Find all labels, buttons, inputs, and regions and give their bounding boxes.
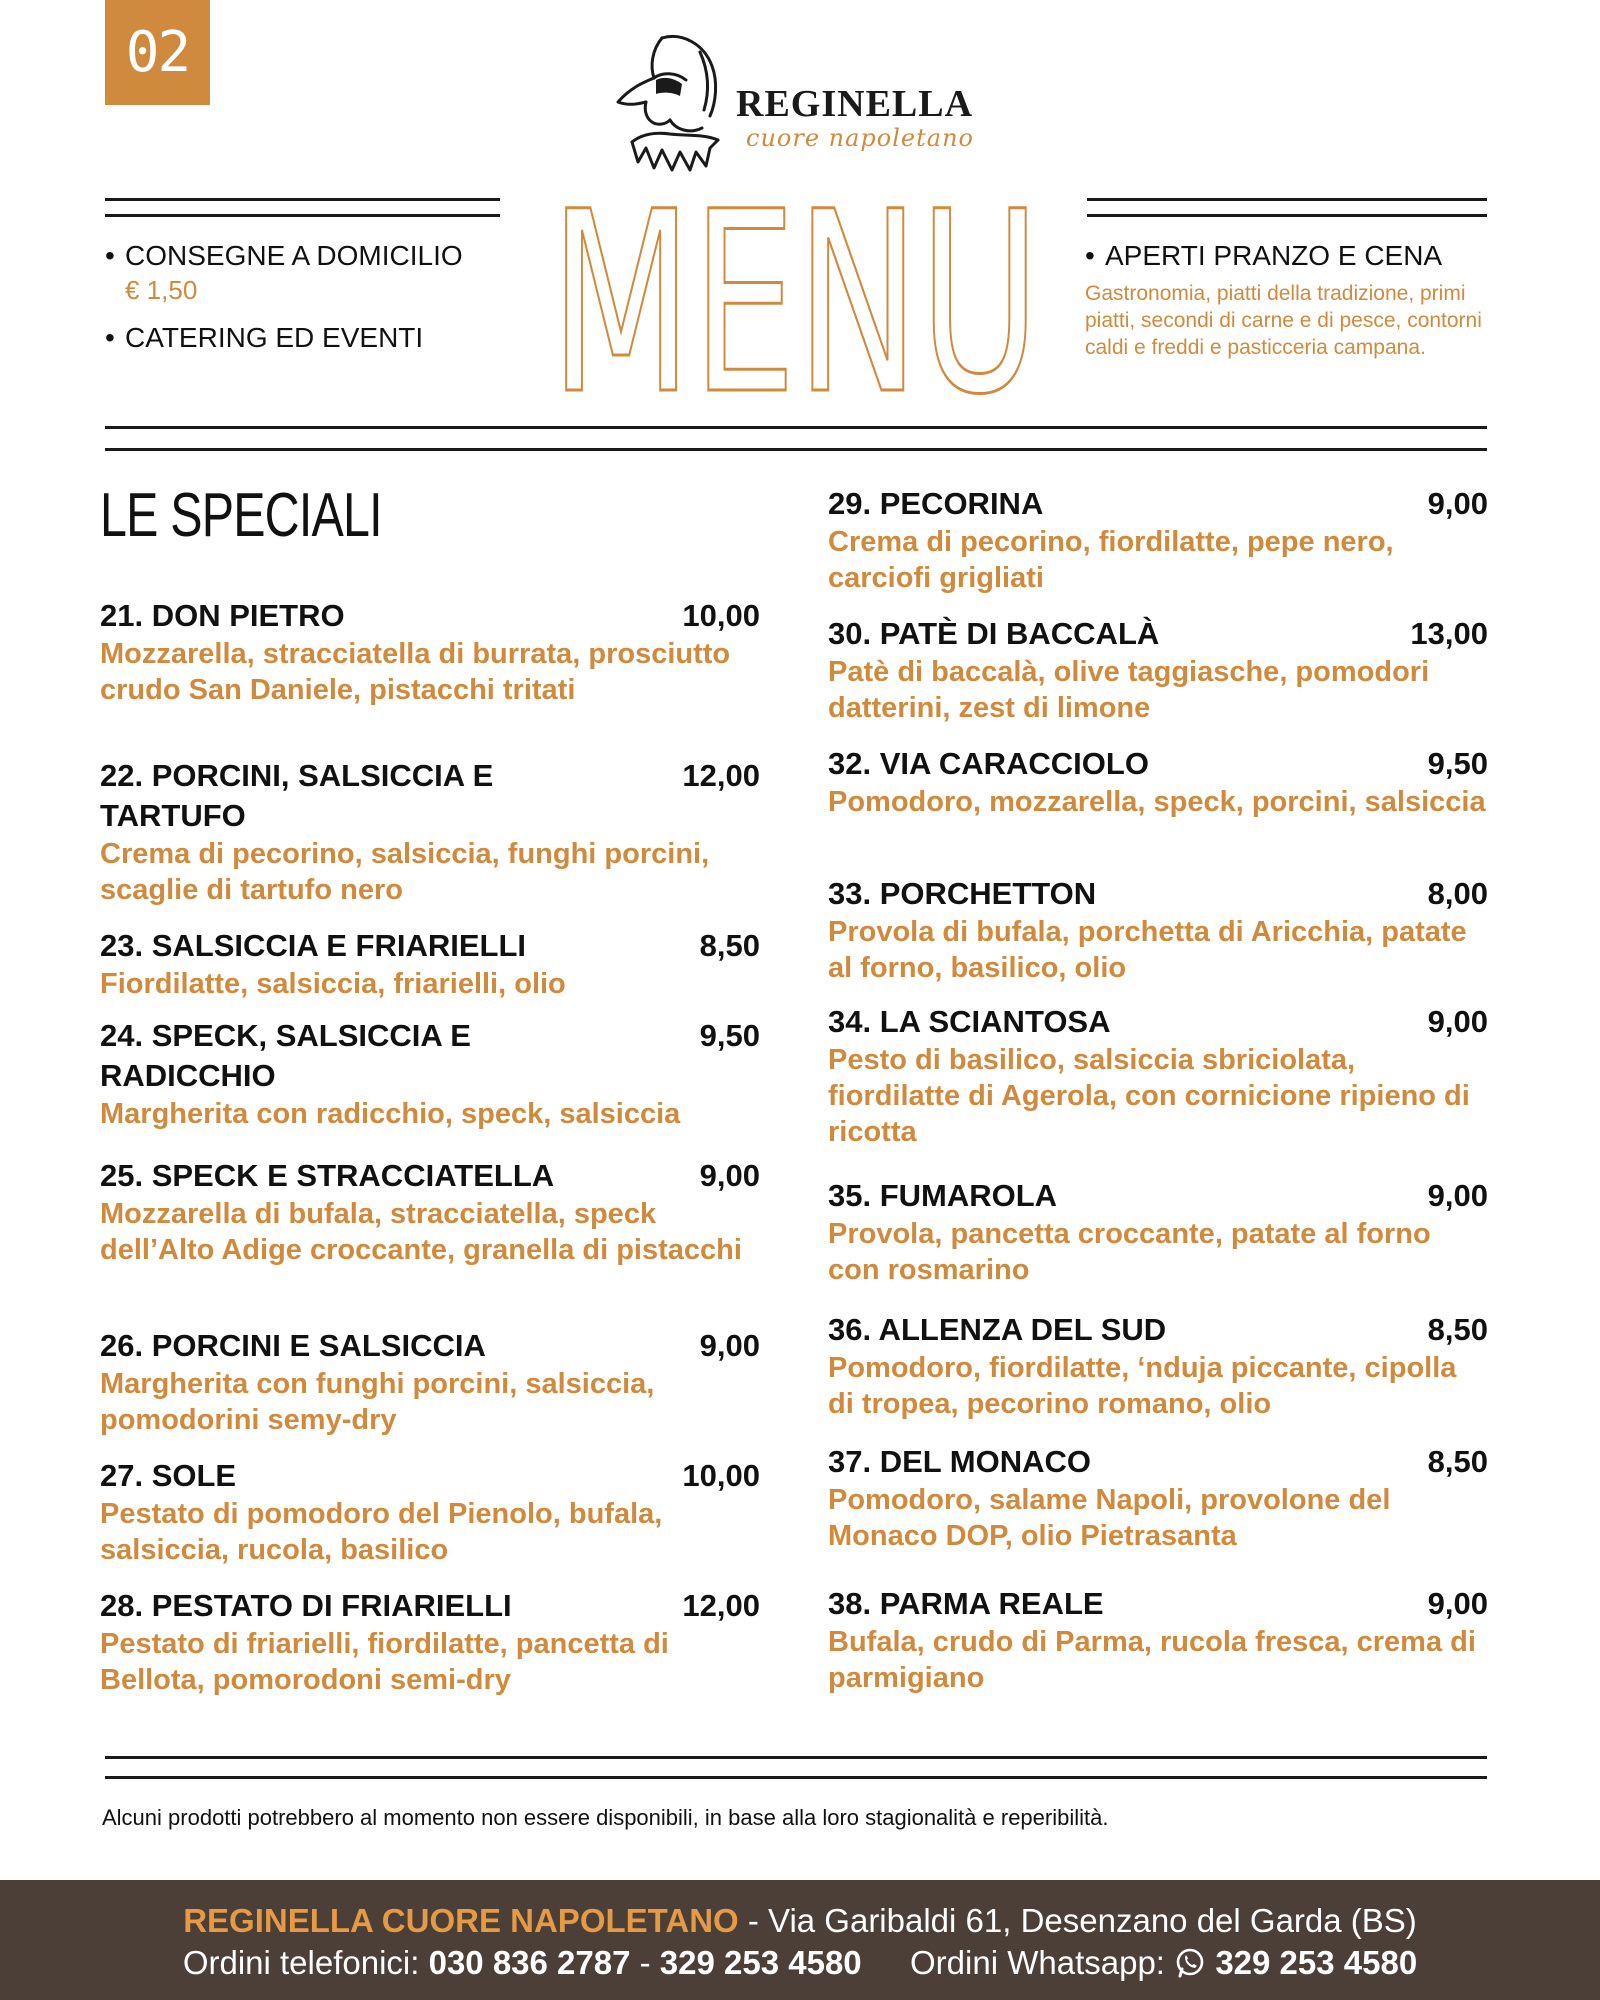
item-description: Crema di pecorino, fiordilatte, pepe nero, carciofi grigliati xyxy=(828,526,1394,594)
item-name: 28. PESTATO DI FRIARIELLI xyxy=(100,1588,512,1623)
item-description: Pesto di basilico, salsiccia sbriciolata, fiordilatte di Agerola, con cornicione ripieno di ricotta xyxy=(828,1044,1470,1148)
footer-contacts-line xyxy=(0,1942,1600,1984)
item-description: Pomodoro, salame Napoli, provolone del Monaco DOP, olio Pietrasanta xyxy=(828,1484,1391,1552)
item-price: 8,50 xyxy=(1427,1312,1488,1347)
item-description: Margherita con funghi porcini, salsiccia, pomodorini semy-dry xyxy=(100,1368,655,1436)
item-price: 9,00 xyxy=(1427,1178,1488,1213)
divider xyxy=(1087,198,1487,201)
item-price: 9,50 xyxy=(1427,746,1488,781)
item-name: 22. PORCINI, SALSICCIA E TARTUFO xyxy=(100,758,494,833)
menu-title-text: MENU xyxy=(550,185,1040,400)
item-name: 29. PECORINA xyxy=(828,486,1044,521)
info-bullet xyxy=(1085,238,1485,274)
delivery-price: € 1,50 xyxy=(125,275,198,305)
pulcinella-mask-icon xyxy=(600,30,745,178)
footer-brand: REGINELLA CUORE NAPOLETANO xyxy=(183,1902,739,1939)
item-name: 38. PARMA REALE xyxy=(828,1586,1104,1621)
opening-description: Gastronomia, piatti della tradizione, primi piatti, secondi di carne e di pesce, contorni caldi e freddi e pasticceria campana. xyxy=(1085,282,1482,359)
item-name: 37. DEL MONACO xyxy=(828,1444,1091,1479)
menu-item xyxy=(828,614,1488,726)
item-name: 36. ALLENZA DEL SUD xyxy=(828,1312,1167,1347)
item-name: 33. PORCHETTON xyxy=(828,876,1097,911)
item-name: 21. DON PIETRO xyxy=(100,598,345,633)
menu-item xyxy=(100,1456,760,1568)
menu-item xyxy=(828,1002,1488,1150)
divider xyxy=(105,198,500,201)
disclaimer: Alcuni prodotti potrebbero al momento non essere disponibili, in base alla loro stagionalità e reperibilità. xyxy=(102,1805,1109,1830)
menu-item xyxy=(828,1176,1488,1288)
item-name: 24. SPECK, SALSICCIA E RADICCHIO xyxy=(100,1018,471,1093)
menu-item xyxy=(828,1310,1488,1422)
item-description: Fiordilatte, salsiccia, friarielli, olio xyxy=(100,968,566,1000)
item-name: 34. LA SCIANTOSA xyxy=(828,1004,1111,1039)
divider xyxy=(105,1756,1487,1759)
item-price: 9,50 xyxy=(699,1018,760,1053)
logo xyxy=(600,30,1000,180)
item-name: 30. PATÈ DI BACCALÀ xyxy=(828,616,1160,651)
opening-label: APERTI PRANZO E CENA xyxy=(1105,240,1443,271)
section-title: LE SPECIALI xyxy=(100,481,382,550)
item-price: 9,00 xyxy=(1427,486,1488,521)
item-description: Pestato di pomodoro del Pienolo, bufala, salsiccia, rucola, basilico xyxy=(100,1498,663,1566)
info-left xyxy=(105,238,505,356)
footer-address-line xyxy=(0,1900,1600,1942)
menu-item xyxy=(828,484,1488,596)
item-price: 9,00 xyxy=(699,1158,760,1193)
menu-item xyxy=(100,1586,760,1698)
item-name: 35. FUMAROLA xyxy=(828,1178,1058,1213)
phone-label: Ordini telefonici: xyxy=(182,1944,429,1981)
item-name: 25. SPECK E STRACCIATELLA xyxy=(100,1158,555,1193)
menu-item xyxy=(828,744,1488,820)
whatsapp-icon xyxy=(1174,1947,1206,1979)
item-price: 9,00 xyxy=(1427,1004,1488,1039)
divider xyxy=(1087,214,1487,217)
phone-number-2[interactable]: 329 253 4580 xyxy=(659,1944,862,1981)
item-price: 9,00 xyxy=(1427,1586,1488,1621)
item-price: 13,00 xyxy=(1410,616,1488,651)
item-name: 32. VIA CARACCIOLO xyxy=(828,746,1149,781)
phone-separator: - xyxy=(630,1944,660,1981)
item-description: Pomodoro, mozzarella, speck, porcini, salsiccia xyxy=(828,786,1486,818)
menu-item xyxy=(100,596,760,708)
whatsapp-label: Ordini Whatsapp: xyxy=(910,1944,1175,1981)
info-right xyxy=(1085,238,1485,361)
page-number-badge: 02 xyxy=(105,0,210,105)
item-description: Patè di baccalà, olive taggiasche, pomodori datterini, zest di limone xyxy=(828,656,1430,724)
menu-title xyxy=(545,185,1045,400)
item-description: Bufala, crudo di Parma, rucola fresca, crema di parmigiano xyxy=(828,1626,1476,1694)
divider xyxy=(105,214,500,217)
item-price: 9,00 xyxy=(699,1328,760,1363)
item-description: Provola, pancetta croccante, patate al forno con rosmarino xyxy=(828,1218,1431,1286)
footer xyxy=(0,1880,1600,2000)
menu-item xyxy=(100,1156,760,1268)
item-name: 23. SALSICCIA E FRIARIELLI xyxy=(100,928,527,963)
divider xyxy=(105,426,1487,429)
logo-name: REGINELLA xyxy=(736,83,974,125)
item-description: Mozzarella di bufala, stracciatella, speck dell’Alto Adige croccante, granella di pistacchi xyxy=(100,1198,742,1266)
item-description: Provola di bufala, porchetta di Aricchia, patate al forno, basilico, olio xyxy=(828,916,1467,984)
menu-item xyxy=(828,1584,1488,1696)
bullet-dot: • xyxy=(1085,240,1095,271)
phone-number-1[interactable]: 030 836 2787 xyxy=(428,1944,631,1981)
info-bullet xyxy=(105,238,505,274)
item-description: Mozzarella, stracciatella di burrata, prosciutto crudo San Daniele, pistacchi tritati xyxy=(100,638,731,706)
logo-tagline: cuore napoletano xyxy=(746,124,974,152)
menu-item xyxy=(828,874,1488,986)
item-description: Pomodoro, fiordilatte, ‘nduja piccante, cipolla di tropea, pecorino romano, olio xyxy=(828,1352,1457,1420)
item-price: 12,00 xyxy=(682,1588,760,1623)
item-price: 8,00 xyxy=(1427,876,1488,911)
menu-item xyxy=(100,756,760,908)
item-price: 10,00 xyxy=(682,598,760,633)
catering-label: CATERING ED EVENTI xyxy=(125,322,424,353)
item-description: Crema di pecorino, salsiccia, funghi porcini, scaglie di tartufo nero xyxy=(100,838,710,906)
item-price: 10,00 xyxy=(682,1458,760,1493)
menu-item xyxy=(828,1442,1488,1554)
info-bullet xyxy=(105,320,505,356)
bullet-dot: • xyxy=(105,240,115,271)
item-price: 8,50 xyxy=(1427,1444,1488,1479)
divider xyxy=(105,1776,1487,1779)
divider xyxy=(105,448,1487,451)
item-name: 27. SOLE xyxy=(100,1458,237,1493)
item-description: Pestato di friarielli, fiordilatte, pancetta di Bellota, pomorodoni semi-dry xyxy=(100,1628,669,1696)
whatsapp-number[interactable]: 329 253 4580 xyxy=(1215,1944,1418,1981)
item-price: 8,50 xyxy=(699,928,760,963)
item-name: 26. PORCINI E SALSICCIA xyxy=(100,1328,486,1363)
menu-item xyxy=(100,1326,760,1438)
menu-item xyxy=(100,1016,760,1132)
item-price: 12,00 xyxy=(682,758,760,793)
delivery-label: CONSEGNE A DOMICILIO xyxy=(125,240,463,271)
bullet-dot: • xyxy=(105,322,115,353)
item-description: Margherita con radicchio, speck, salsiccia xyxy=(100,1098,681,1130)
footer-address: - Via Garibaldi 61, Desenzano del Garda (BS) xyxy=(738,1902,1417,1939)
menu-item xyxy=(100,926,760,1002)
